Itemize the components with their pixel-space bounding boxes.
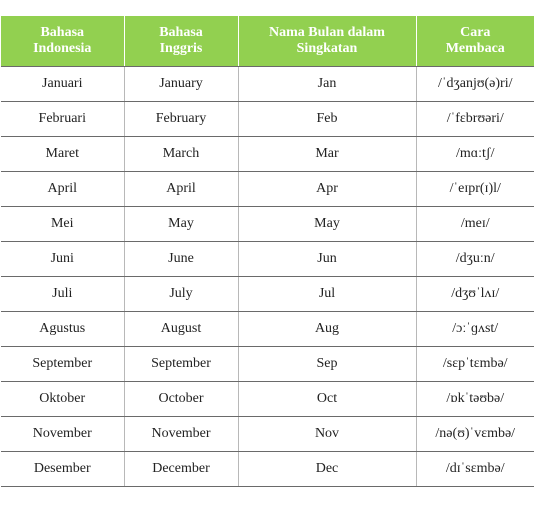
month-names-table: [1, 16, 534, 487]
cell-cara-membaca: /sɛpˈtɛmbə/: [416, 347, 534, 382]
cell-bahasa-inggris: June: [124, 242, 238, 277]
cell-bahasa-indonesia: September: [1, 347, 124, 382]
cell-singkatan: Jul: [238, 277, 416, 312]
cell-singkatan: Jun: [238, 242, 416, 277]
cell-singkatan: Dec: [238, 452, 416, 487]
cell-singkatan: Nov: [238, 417, 416, 452]
cell-singkatan: Apr: [238, 172, 416, 207]
header-bahasa-inggris: Bahasa Inggris: [124, 16, 238, 67]
cell-bahasa-indonesia: Mei: [1, 207, 124, 242]
cell-cara-membaca: /dɪˈsɛmbə/: [416, 452, 534, 487]
cell-bahasa-inggris: December: [124, 452, 238, 487]
cell-bahasa-indonesia: Januari: [1, 67, 124, 102]
cell-bahasa-inggris: September: [124, 347, 238, 382]
cell-cara-membaca: /ˈeɪpr(ɪ)l/: [416, 172, 534, 207]
cell-cara-membaca: /nə(ʊ)ˈvɛmbə/: [416, 417, 534, 452]
table-row: [1, 102, 534, 137]
table-row: [1, 207, 534, 242]
header-row: [1, 16, 534, 67]
cell-singkatan: Sep: [238, 347, 416, 382]
cell-bahasa-inggris: July: [124, 277, 238, 312]
cell-cara-membaca: /dʒʊˈlʌɪ/: [416, 277, 534, 312]
cell-singkatan: Feb: [238, 102, 416, 137]
cell-cara-membaca: /ɔːˈɡʌst/: [416, 312, 534, 347]
table-header: [1, 16, 534, 67]
cell-bahasa-indonesia: November: [1, 417, 124, 452]
cell-bahasa-indonesia: Agustus: [1, 312, 124, 347]
table-body: [1, 67, 534, 487]
cell-bahasa-indonesia: Juni: [1, 242, 124, 277]
header-cara-membaca: Cara Membaca: [416, 16, 534, 67]
cell-bahasa-inggris: March: [124, 137, 238, 172]
cell-bahasa-indonesia: Maret: [1, 137, 124, 172]
cell-bahasa-inggris: October: [124, 382, 238, 417]
cell-bahasa-indonesia: Oktober: [1, 382, 124, 417]
cell-bahasa-inggris: February: [124, 102, 238, 137]
cell-bahasa-indonesia: April: [1, 172, 124, 207]
table-row: [1, 382, 534, 417]
cell-singkatan: Mar: [238, 137, 416, 172]
cell-cara-membaca: /ˈdʒanjʊ(ə)ri/: [416, 67, 534, 102]
cell-singkatan: Oct: [238, 382, 416, 417]
table-row: [1, 172, 534, 207]
cell-cara-membaca: /dʒuːn/: [416, 242, 534, 277]
cell-bahasa-indonesia: Februari: [1, 102, 124, 137]
cell-cara-membaca: /meɪ/: [416, 207, 534, 242]
cell-cara-membaca: /ɒkˈtəʊbə/: [416, 382, 534, 417]
cell-cara-membaca: /ˈfɛbrʊəri/: [416, 102, 534, 137]
cell-bahasa-inggris: November: [124, 417, 238, 452]
table-row: [1, 137, 534, 172]
cell-bahasa-inggris: May: [124, 207, 238, 242]
cell-singkatan: Aug: [238, 312, 416, 347]
table-row: [1, 312, 534, 347]
cell-singkatan: Jan: [238, 67, 416, 102]
table-row: [1, 452, 534, 487]
cell-cara-membaca: /mɑːtʃ/: [416, 137, 534, 172]
cell-bahasa-inggris: August: [124, 312, 238, 347]
cell-bahasa-indonesia: Juli: [1, 277, 124, 312]
cell-bahasa-indonesia: Desember: [1, 452, 124, 487]
table-row: [1, 67, 534, 102]
cell-bahasa-inggris: January: [124, 67, 238, 102]
header-bahasa-indonesia: Bahasa Indonesia: [1, 16, 124, 67]
header-nama-bulan-singkatan: Nama Bulan dalam Singkatan: [238, 16, 416, 67]
table-row: [1, 277, 534, 312]
table-row: [1, 417, 534, 452]
table-row: [1, 347, 534, 382]
cell-bahasa-inggris: April: [124, 172, 238, 207]
cell-singkatan: May: [238, 207, 416, 242]
table-row: [1, 242, 534, 277]
